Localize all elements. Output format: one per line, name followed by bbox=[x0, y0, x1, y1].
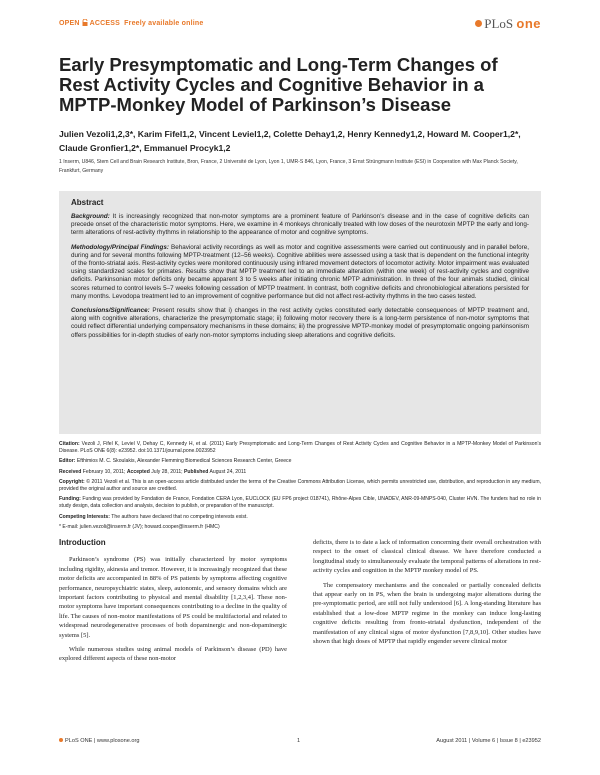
copyright-label: Copyright: bbox=[59, 478, 85, 485]
methods-label: Methodology/Principal Findings: bbox=[71, 243, 169, 251]
plos-one-logo bbox=[475, 16, 541, 32]
page-number: 1 bbox=[297, 738, 301, 744]
editor-label: Editor: bbox=[59, 458, 76, 465]
body-column-left bbox=[59, 538, 287, 669]
accepted-date: July 28, 2011; bbox=[149, 468, 184, 475]
abstract-background bbox=[71, 213, 529, 238]
received-label: Received bbox=[59, 468, 82, 475]
access-label: ACCESS bbox=[89, 20, 121, 27]
editor-text: Efthimios M. C. Skoulakis, Alexander Flemming Biomedical Sciences Research Center, Greece bbox=[75, 458, 292, 465]
dates bbox=[59, 469, 541, 476]
copyright-text: © 2011 Vezoli et al. This is an open-access article distributed under the terms of the Creative Commons Attribution License, which permits unrestricted use, distribution, and reproduction in any medium, provided the original author and source are credited. bbox=[59, 478, 541, 493]
competing-label: Competing Interests: bbox=[59, 513, 110, 520]
abstract-conclusions bbox=[71, 307, 529, 340]
affiliations: 1 Inserm, U846, Stem Cell and Brain Research Institute, Bron, France, 2 Université de Lyon, Lyon 1, UMR-S 846, Lyon, France, 3 Ernst Strüngmann Institute (ESI) in Cooperation with Max Planck Society, Frankfurt, Germany bbox=[59, 159, 518, 174]
paragraph: deficits, there is to date a lack of information concerning their overall orchestration with respect to the onset of classical clinical disease. We have therefore conducted a longitudinal study to simultaneously evaluate the temporal patterns of alterations in rest-activity cycles and cognition in the MPTP monkey model of PS. bbox=[313, 539, 541, 575]
abstract-methods bbox=[71, 244, 529, 301]
published-label: Published bbox=[183, 468, 209, 475]
page-footer bbox=[59, 738, 541, 748]
copyright bbox=[59, 479, 541, 493]
logo-dot-icon bbox=[475, 20, 482, 27]
funding bbox=[59, 496, 541, 510]
competing-interests bbox=[59, 514, 541, 521]
open-label: OPEN bbox=[59, 20, 80, 27]
email: * E-mail: julien.vezoli@inserm.fr (JV); howard.cooper@inserm.fr (HMC) bbox=[59, 523, 220, 530]
background-label: Background: bbox=[71, 213, 110, 220]
footer-dot-icon bbox=[59, 738, 63, 742]
citation bbox=[59, 441, 541, 455]
article-metadata bbox=[59, 441, 541, 534]
article-title: Early Presymptomatic and Long-Term Changes of Rest Activity Cycles and Cognitive Behavior in a MPTP-Monkey Model of Parkinson’s Disease bbox=[59, 54, 498, 115]
body-column-right bbox=[313, 538, 541, 651]
funding-label: Funding: bbox=[59, 496, 81, 503]
footer-journal-text: PLoS ONE | www.plosone.org bbox=[65, 738, 140, 744]
conclusions-label: Conclusions/Significance: bbox=[71, 307, 150, 315]
abstract-heading: Abstract bbox=[71, 198, 104, 207]
introduction-heading: Introduction bbox=[59, 538, 106, 547]
received-date: February 10, 2011; bbox=[81, 468, 127, 475]
methods-text: Behavioral activity recordings as well as motor and cognitive assessments were carried out continuously and in parallel before, during and for several months following MPTP-treatment (12–56 weeks). Cognitive abilities were assessed using a task that is dependent on the functional integrity of the fronto-striatal axis. Rest-activity cycles were monitored continuously using infrared movement detectors of locomotor activity. Motor impairment was evaluated using standardized scales for primates. Results show that MPTP treatment led to an immediate alteration (within one week) of rest-activity cycles and cognitive deficits. Parkinsonian motor deficits only became apparent 3 to 5 weeks after initiating chronic MPTP administration. In three of the four animals studied, clinical scores returned to control levels 5–7 weeks following cessation of MPTP treatment. In contrast, both cognitive deficits and chronobiological alterations persisted for many months. Levodopa treatment led to an improvement of cognitive performance but did not affect rest-activity rhythms in the two cases tested. bbox=[71, 243, 530, 300]
open-lock-icon bbox=[82, 19, 88, 26]
footer-issue: August 2011 | Volume 6 | Issue 8 | e23952 bbox=[436, 738, 541, 744]
accepted-label: Accepted bbox=[126, 468, 150, 475]
background-text: It is increasingly recognized that non-motor symptoms are a prominent feature of Parkinson’s disease and in the case of cognitive deficits can precede onset of the characteristic motor symptoms. Here, we examine in 4 monkeys chronically treated with low doses of the neurotoxin MPTP the early and long-term alterations of rest-activity rhythms in relationship to the appearance of motor and cognitive symptoms. bbox=[71, 213, 529, 237]
funding-text: Funding was provided by Fondation de France, Fondation CERA Lyon, EUCLOCK (EU FP6 project 018741), Rhône-Alpes Cible, UNADEV, ANR-09-MNPS-040, Cluster HVN. The funders had no role in study design, data collection and analysis, decision to publish, or preparation of the manuscript. bbox=[59, 496, 541, 510]
paragraph: Parkinson’s syndrome (PS) was initially characterized by motor symptoms including rigidity, akinesia and tremor. However, it is increasingly recognized that these motor deficits are accompanied in 88% of PS patients by symptoms affecting cognitive performance, neuropsychiatric states, sleep, autonomic, and sensory domains which are important factors contributing to physical and mental disability [1,2,3,4]. These non-motor symptoms have important consequences contributing to a decline in the quality of life. The causes of non-motor manifestations of PS could be multifactorial and related to widespread neurodegenerative processes of both dopaminergic and non-dopaminergic systems [5]. bbox=[59, 556, 287, 639]
freely-available-label: Freely available online bbox=[124, 20, 204, 27]
paragraph: While numerous studies using animal models of Parkinson’s disease (PD) have explored different aspects of these non-motor bbox=[59, 646, 287, 663]
abstract-box bbox=[59, 191, 541, 434]
logo-one-text: one bbox=[516, 16, 541, 31]
conclusions-text: Present results show that i) changes in the rest activity cycles constituted early detectable consequences of MPTP treatment and, along with cognitive alterations, characterize the presymptomatic stage; ii) following motor recovery there is a long-term persistence of non-motor symptoms that could reflect differential underlying compensatory mechanisms in these domains; iii) the progressive MPTP-monkey model of presymptomatic ongoing parkinsonism offers possibilities for in-depth studies of early non-motor symptoms including sleep alterations and cognitive deficits. bbox=[71, 307, 529, 339]
editor bbox=[59, 458, 541, 465]
open-access-badge bbox=[59, 19, 203, 27]
competing-text: The authors have declared that no competing interests exist. bbox=[109, 513, 248, 520]
published-date: August 24, 2011 bbox=[208, 468, 247, 475]
logo-plos-text: PLoS bbox=[484, 16, 514, 31]
citation-label: Citation: bbox=[59, 441, 80, 447]
footer-journal bbox=[59, 738, 140, 744]
citation-text: Vezoli J, Fifel K, Leviel V, Dehay C, Kennedy H, et al. (2011) Early Presymptomatic and Long-Term Changes of Rest Activity Cycles and Cognitive Behavior in a MPTP-Monkey Model of Parkinson’s Disease. PLoS ONE 6(8): e23952. doi:10.1371/journal.pone.0023952 bbox=[59, 441, 541, 455]
journal-header bbox=[59, 16, 541, 36]
paragraph: The compensatory mechanisms and the concealed or partially concealed deficits that appear early on in PS, when the brain is undergoing major alterations during the pre-symptomatic period, are still not fully understood [6]. A long-standing literature has established that a low-dose MPTP regime in the monkey can induce long-lasting cognitive deficits resulting from fronto-striatal dysfunction, independent of the manifestation of any clinical signs of motor dysfunction [7,8,9,10]. Other studies have shown that high doses of MPTP that rapidly engender severe clinical motor bbox=[313, 581, 541, 646]
author-list: Julien Vezoli1,2,3*, Karim Fifel1,2, Vincent Leviel1,2, Colette Dehay1,2, Henry Kennedy1,2, Howard M. Cooper1,2*, Claude Gronfier1,2*, Emmanuel Procyk1,2 bbox=[59, 129, 521, 153]
